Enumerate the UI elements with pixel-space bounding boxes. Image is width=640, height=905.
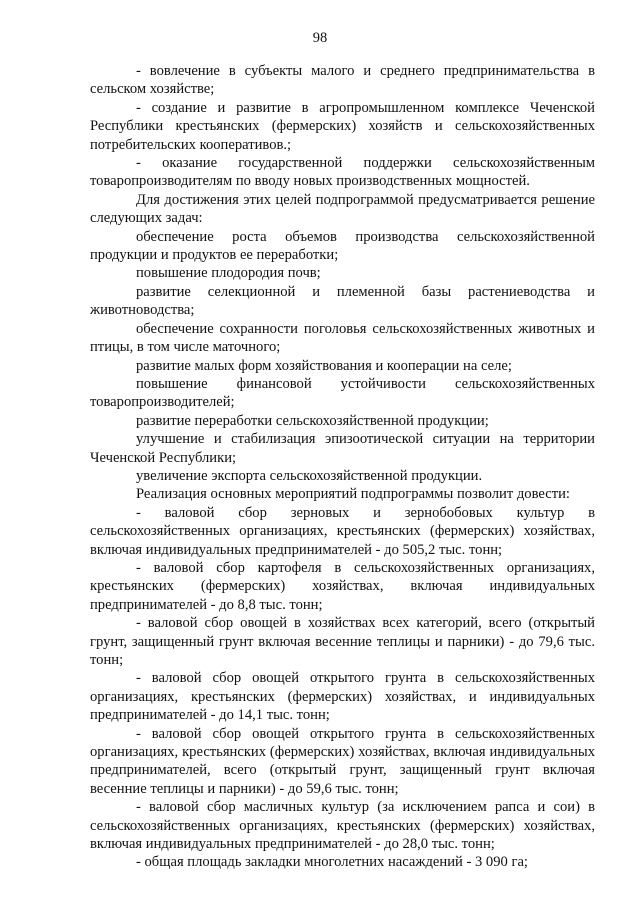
paragraph: - вовлечение в субъекты малого и среднего предпринимательства в сельском хозяйстве; (90, 63, 595, 98)
paragraph: - создание и развитие в агропромышленном комплексе Чеченской Республики крестьянских (фермерских) хозяйств и сельскохозяйственных потребительских кооперативов.; (90, 99, 595, 153)
paragraph: - валовой сбор овощей в хозяйствах всех категорий, всего (открытый грунт, защищенный грунт включая весенние теплицы и парники) - до 79,6 тыс. тонн; (90, 615, 595, 668)
body-text (90, 62, 595, 872)
paragraph: повышение плодородия почв; (136, 265, 321, 282)
paragraph: - валовой сбор овощей открытого грунта в сельскохозяйственных организациях, крестьянских (фермерских) хозяйствах, и индивидуальных предпринимателей - до 14,1 тыс. тонн; (90, 670, 595, 724)
paragraph: - валовой сбор зерновых и зернобобовых культур в сельскохозяйственных организациях, крестьянских (фермерских) хозяйствах, включая индивидуальных предпринимателей - до 505,2 тыс. тонн; (90, 504, 595, 558)
paragraph: улучшение и стабилизация эпизоотической ситуации на территории Чеченской Республики; (90, 431, 595, 466)
paragraph: - валовой сбор картофеля в сельскохозяйственных организациях, крестьянских (фермерских) хозяйствах, включая индивидуальных предпринимателей - до 8,8 тыс. тонн; (90, 559, 595, 613)
paragraph: обеспечение роста объемов производства сельскохозяйственной продукции и продуктов ее переработки; (90, 228, 595, 264)
paragraph: Для достижения этих целей подпрограммой предусматривается решение следующих задач: (90, 191, 595, 227)
paragraph: - общая площадь закладки многолетних насаждений - 3 090 га; (136, 854, 528, 871)
paragraph: повышение финансовой устойчивости сельскохозяйственных товаропроизводителей; (90, 375, 595, 411)
page-number: 98 (312, 30, 328, 46)
paragraph: развитие переработки сельскохозяйственной продукции; (136, 412, 489, 429)
paragraph: развитие малых форм хозяйствования и кооперации на селе; (136, 357, 512, 374)
paragraph: развитие селекционной и племенной базы растениеводства и животноводства; (90, 283, 595, 319)
paragraph: - оказание государственной поддержки сельскохозяйственным товаропроизводителям по вводу новых производственных мощностей. (90, 155, 595, 190)
paragraph: - валовой сбор овощей открытого грунта в сельскохозяйственных организациях, крестьянских (фермерских) хозяйствах, включая индивидуальных предпринимателей, всего (открытый грунт, защищенный грунт включая весенние теплицы и парники) - до 59,6 тыс. тонн; (90, 725, 595, 797)
paragraph: увеличение экспорта сельскохозяйственной продукции. (136, 467, 483, 484)
paragraph: - валовой сбор масличных культур (за исключением рапса и сои) в сельскохозяйственных организациях, крестьянских (фермерских) хозяйствах, включая индивидуальных предпринимателей - до 28,0 тыс. тонн; (90, 799, 595, 853)
paragraph: обеспечение сохранности поголовья сельскохозяйственных животных и птицы, в том числе маточного; (90, 320, 595, 356)
paragraph: Реализация основных мероприятий подпрограммы позволит довести: (136, 486, 570, 503)
